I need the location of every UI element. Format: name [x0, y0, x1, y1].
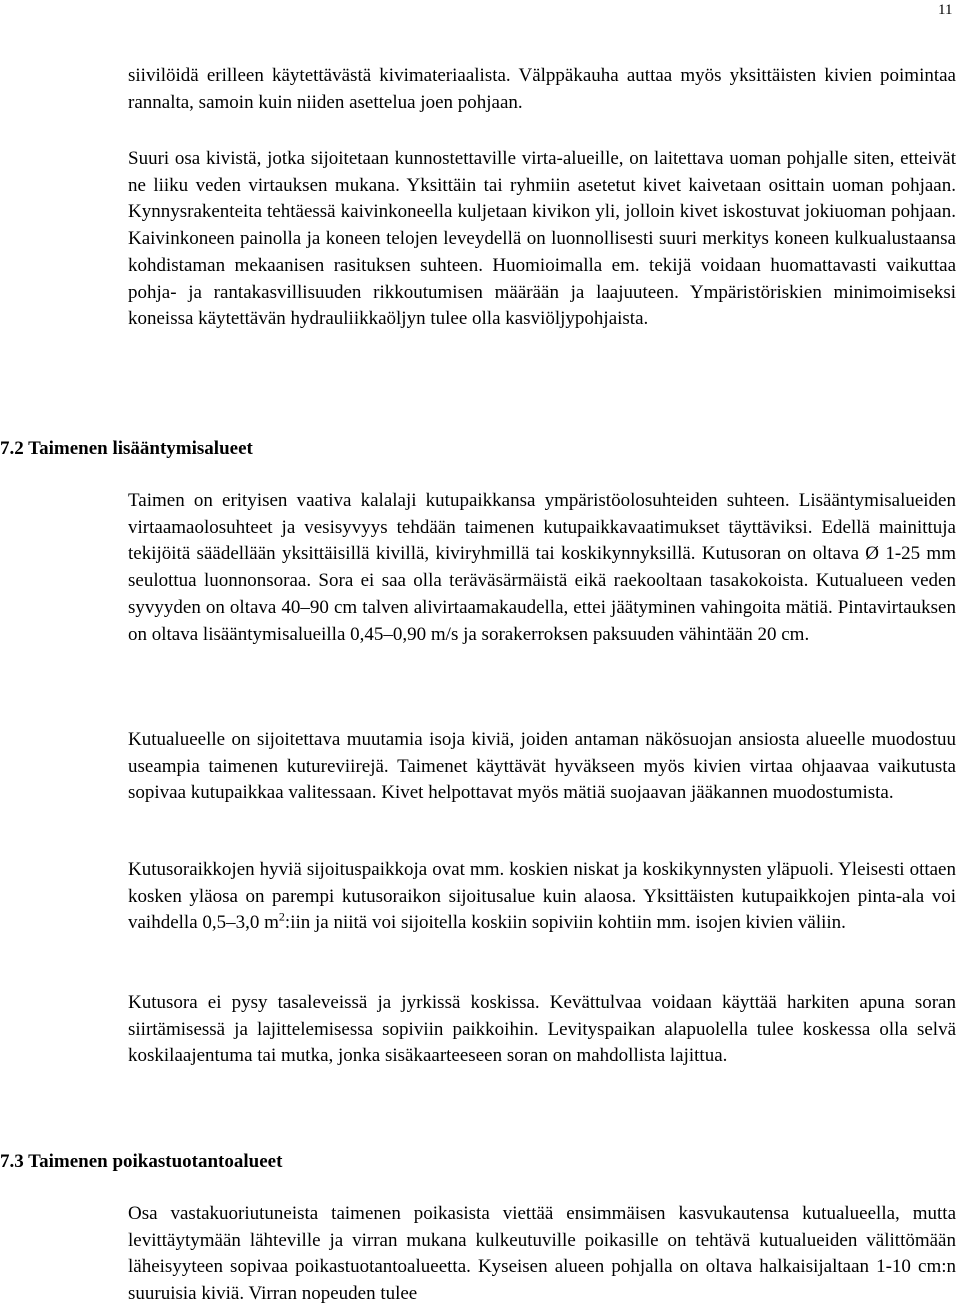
paragraph-stone-sieving: siivilöidä erilleen käytettävästä kivimateriaalista. Välppäkauha auttaa myös yksittäisten kivien poimintaa rannalta, samoin kuin niiden asettelua joen pohjaan. — [128, 65, 956, 113]
section-title: Taimenen poikastuotantoalueet — [28, 1151, 283, 1172]
paragraph-text: Kutusoraikkojen hyviä sijoituspaikkoja ovat mm. koskien niskat ja koskikynnysten yläpuoli. Yleisesti ottaen kosken yläosa on parempi kutusoraikon sijoitusalue kuin alaosa. Yksittäisten kutupaikkojen pinta-ala voi vaihdella 0,5–3,0 m — [128, 859, 956, 934]
paragraph-juvenile-areas: Osa vastakuoriutuneista taimenen poikasista viettää ensimmäisen kasvukautensa kutualueella, mutta levittäytymään lähteville ja virran mukana kulkeutuville poikasille on tehtävä kutualueiden välittömään läheisyyteen sopivaa poikastuotantoalueetta. Kyseisen alueen pohjalla on oltava halkaisijaltaan 1-10 cm:n suuruisia kiviä. Virran nopeuden tulee — [128, 1203, 956, 1305]
section-number: 7.3 — [0, 1151, 24, 1172]
paragraph-large-stones: Kutualueelle on sijoitettava muutamia isoja kiviä, joiden antaman näkösuojan ansiosta alueelle muodostuu useampia taimenen kutureviirejä. Taimenet käyttävät hyväkseen myös kivien virtaa ohjaavaa vaikutusta sopivaa kutupaikkaa valitessaan. Kivet helpottavat myös mätiä suojaavan jääkannen muodostumista. — [128, 729, 956, 804]
section-number: 7.2 — [0, 438, 24, 459]
superscript: 2 — [278, 910, 285, 925]
section-heading-7-2 — [0, 438, 253, 460]
paragraph-gravel-sorting: Kutusora ei pysy tasaleveissä ja jyrkissä koskissa. Kevättulvaa voidaan käyttää harkiten apuna soran siirtämisessä ja lajittelemisessa sopiviin paikkoihin. Levityspaikan alapuolella tulee koskessa olla selvä koskilaajentuma tai mutka, jonka sisäkaarteeseen soran on mahdollista lajittua. — [128, 992, 956, 1067]
paragraph-spawning-requirements: Taimen on erityisen vaativa kalalaji kutupaikkansa ympäristöolosuhteiden suhteen. Lisääntymisalueiden virtaamaolosuhteet ja vesisyvyys tehdään taimenen kutupaikkavaatimukset täyttäviksi. Edellä mainittuja tekijöitä säädellään yksittäisillä kivillä, kiviryhmillä tai koskikynnyksillä. Kutusoran on oltava Ø 1-25 mm seulottua luonnonsoraa. Sora ei saa olla teräväsärmäistä eikä raekooltaan tasakokoista. Kutualueen veden syvyyden on oltava 40–90 cm talven alivirtaamakaudella, ettei jäätyminen vahingoita mätiä. Pintavirtauksen on oltava lisääntymisalueilla 0,45–0,90 m/s ja sorakerroksen paksuuden vähintään 20 cm. — [128, 490, 956, 645]
section-title: Taimenen lisääntymisalueet — [28, 438, 253, 459]
section-heading-7-3 — [0, 1151, 282, 1173]
paragraph-stone-placement: Suuri osa kivistä, jotka sijoitetaan kunnostettaville virta-alueille, on laitettava uoman pohjalle siten, etteivät ne liiku veden virtauksen mukana. Yksittäin tai ryhmiin asetetut kivet kaivetaan osittain uoman pohjaan. Kynnysrakenteita tehtäessä kaivinkoneella kuljetaan kivikon yli, jolloin kivet iskostuvat jokiuoman pohjaan. Kaivinkoneen painolla ja koneen telojen leveydellä on luonnollisesti suuri merkitys koneen kulkualustaansa kohdistaman mekaanisen rasituksen suhteen. Huomioimalla em. tekijä voidaan huomattavasti vaikuttaa pohja- ja rantakasvillisuuden rikkoutumisen määrään ja laajuuteen. Ympäristöriskien minimoimiseksi koneissa käytettävän hydrauliikkaöljyn tulee olla kasviöljypohjaista. — [128, 148, 956, 330]
page-number: 11 — [938, 2, 953, 18]
paragraph-text: :iin ja niitä voi sijoitella koskiin sopiviin kohtiin mm. isojen kivien väliin. — [284, 912, 846, 934]
paragraph-gravel-locations — [128, 857, 956, 937]
